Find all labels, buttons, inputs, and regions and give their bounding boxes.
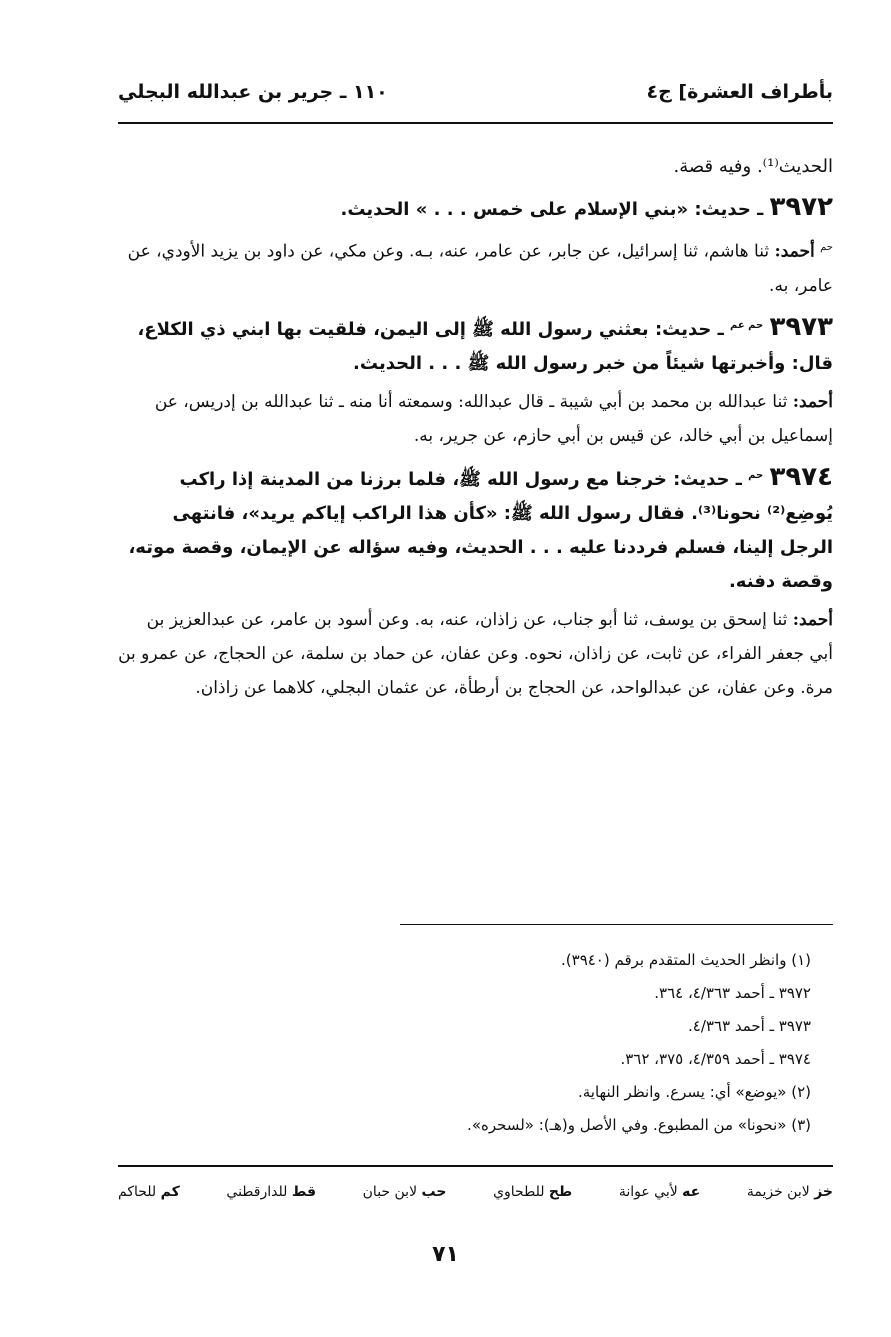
symbol-code: حب: [421, 1184, 447, 1200]
hadith-number: ٣٩٧٣: [769, 311, 833, 342]
hadith-3974: [118, 459, 833, 599]
symbol-code: قط: [291, 1184, 317, 1200]
symbol-mark: حم: [748, 469, 764, 481]
symbol-key: [363, 1184, 447, 1200]
source-3973: [118, 385, 833, 453]
symbol-mark: حم: [820, 242, 833, 253]
symbol-label: لأبي عوانة: [618, 1184, 678, 1200]
running-header: [118, 72, 833, 112]
source-3972: [118, 231, 833, 303]
symbol-key: [747, 1184, 833, 1200]
symbol-code: طح: [548, 1184, 573, 1200]
symbol-key: [619, 1184, 700, 1200]
footnote: (٢) «يوضع» أي: يسرع. وانظر النهاية.: [577, 1083, 811, 1101]
symbol-label: للدارقطني: [226, 1184, 288, 1200]
hadith-text: ـ حديث: «بني الإسلام على خمس . . . » الحديث.: [340, 199, 764, 220]
header-volume: بأطراف العشرة] ج٤: [646, 81, 833, 103]
symbols-rule: [118, 1165, 833, 1167]
header-chapter: ١١٠ ـ جرير بن عبدالله البجلي: [118, 81, 388, 103]
intro-line: الحديث⁽¹⁾. وفيه قصة.: [673, 156, 833, 177]
hadith-3973: [118, 309, 833, 381]
footnote: (١) وانظر الحديث المتقدم برقم (٣٩٤٠).: [561, 951, 811, 969]
footnotes: [118, 944, 811, 1142]
symbol-key: [493, 1184, 572, 1200]
source-chain: ثنا هاشم، ثنا إسرائيل، عن جابر، عن عامر، عنه، بـه. وعن مكي، عن داود بن يزيد الأودي، عن عامر، به.: [127, 241, 833, 296]
source-author: أحمد:: [774, 241, 815, 262]
source-author: أحمد:: [792, 609, 833, 630]
page-number: ٧١: [432, 1242, 459, 1267]
hadith-text: ـ حديث: بعثني رسول الله ﷺ إلى اليمن، فلقيت بها ابني ذي الكلاع، قال: وأخبرتها شيئاً من خبر رسول الله ﷺ . . . الحديث.: [137, 318, 833, 374]
symbol-code: عه: [682, 1184, 701, 1200]
footnote-rule: [400, 924, 833, 925]
header-rule: [118, 122, 833, 124]
hadith-number: ٣٩٧٤: [769, 461, 833, 492]
source-chain: ثنا عبدالله بن محمد بن أبي شيبة ـ قال عبدالله: وسمعته أنا منه ـ ثنا عبدالله بن إدريس، عن إسماعيل بن أبي خالد، عن قيس بن أبي حازم، عن جرير، به.: [154, 391, 833, 446]
hadith-text: ـ حديث: خرجنا مع رسول الله ﷺ، فلما برزنا من المدينة إذا راكب يُوضِع⁽²⁾ نحونا⁽³⁾. فقال رسول الله ﷺ: «كأن هذا الراكب إياكم يريد»، فانتهى الرجل إلينا، فسلم فرددنا عليه . . . الحديث، وفيه سؤاله عن الإيمان، وقصة موته، وقصة دفنه.: [128, 468, 833, 592]
footnote: (٣) «نحونا» من المطبوع. وفي الأصل و(هـ): «لسحره».: [467, 1116, 811, 1134]
source-author: أحمد:: [792, 391, 833, 412]
main-text: [118, 150, 833, 705]
symbol-label: لابن حبان: [362, 1184, 418, 1200]
footnote: ٣٩٧٢ ـ أحمد ٤/٣٦٣، ٣٦٤.: [654, 984, 811, 1002]
symbol-label: لابن خزيمة: [746, 1184, 810, 1200]
symbol-label: للحاكم: [118, 1184, 157, 1200]
footnote: ٣٩٧٤ ـ أحمد ٤/٣٥٩، ٣٧٥، ٣٦٢.: [620, 1050, 811, 1068]
symbol-key: [226, 1184, 316, 1200]
symbol-key: [118, 1184, 180, 1200]
hadith-number: ٣٩٧٢: [769, 192, 833, 222]
symbol-code: كم: [160, 1184, 180, 1200]
symbol-code: خز: [814, 1184, 833, 1200]
source-3974: [118, 603, 833, 705]
hadith-3972: [118, 190, 833, 227]
source-chain: ثنا إسحق بن يوسف، ثنا أبو جناب، عن زاذان، عنه، به. وعن أسود بن عامر، عن عبدالعزيز بن أبي جعفر الفراء، عن ثابت، عن زاذان، نحوه. وعن عفان، عن حماد بن سلمة، عن الحجاج، عن عمرو بن مرة. وعن عفان، عن عبدالواحد، عن الحجاج بن أرطأة، عن عثمان البجلي، كلاهما عن زاذان.: [118, 609, 833, 698]
symbol-legend: [118, 1184, 833, 1200]
symbol-mark: حم عم: [730, 319, 764, 331]
symbol-label: للطحاوي: [493, 1184, 545, 1200]
footnote: ٣٩٧٣ ـ أحمد ٤/٣٦٣.: [688, 1017, 811, 1035]
